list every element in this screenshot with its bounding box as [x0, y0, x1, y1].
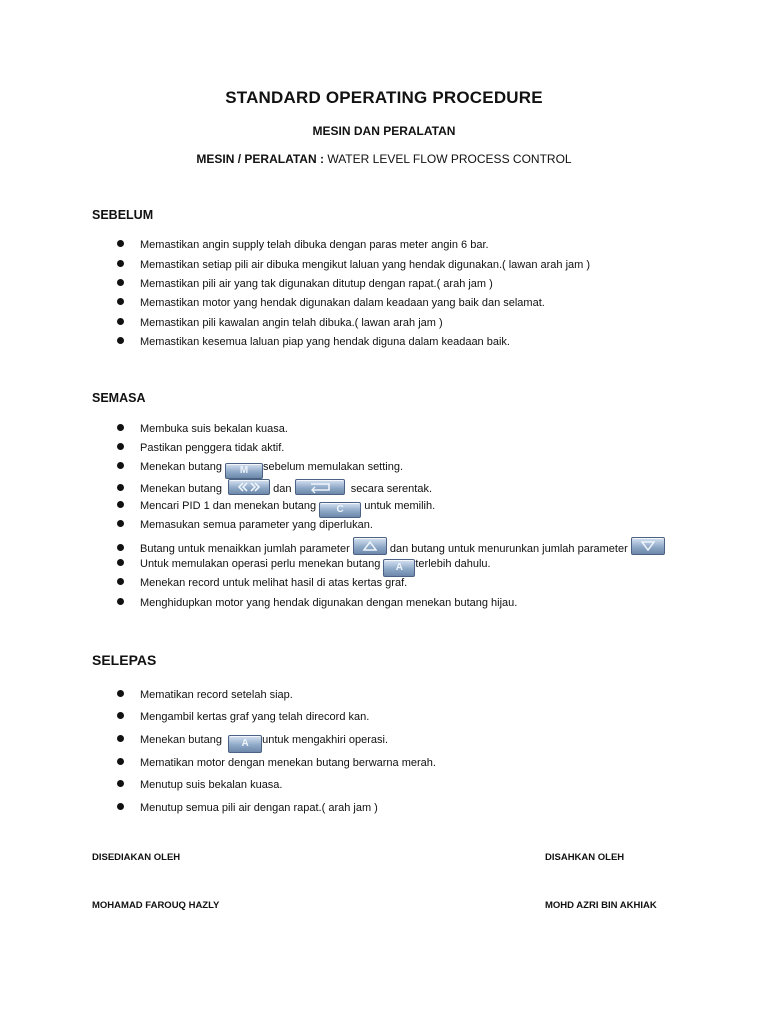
bullet-icon — [117, 712, 124, 719]
list-item: Memastikan kesemua laluan piap yang hendak diguna dalam keadaan baik. — [117, 334, 510, 350]
list-item: Pastikan penggera tidak aktif. — [117, 440, 284, 456]
bullet-icon — [117, 443, 124, 450]
list-item: Menutup suis bekalan kuasa. — [117, 777, 282, 793]
bullet-icon — [117, 240, 124, 247]
bullet-icon — [117, 318, 124, 325]
list-item: Menutup semua pili air dengan rapat.( arah jam ) — [117, 800, 378, 816]
double-arrow-button-icon — [228, 479, 270, 495]
c-button-icon: C — [319, 502, 361, 518]
a-button-icon: A — [383, 559, 415, 577]
list-item: Mencari PID 1 dan menekan butang C untuk memilih. — [117, 498, 435, 514]
bullet-icon — [117, 337, 124, 344]
enter-button-icon — [295, 479, 345, 495]
a-button-icon: A — [228, 735, 262, 753]
page-subtitle: MESIN DAN PERALATAN — [312, 124, 456, 138]
bullet-icon — [117, 462, 124, 469]
machine-value: WATER LEVEL FLOW PROCESS CONTROL — [327, 152, 572, 166]
bullet-icon — [117, 803, 124, 810]
down-arrow-button-icon — [631, 537, 665, 555]
bullet-icon — [117, 735, 124, 742]
section-heading-sebelum: SEBELUM — [92, 208, 154, 222]
bullet-icon — [117, 559, 124, 566]
page-title: STANDARD OPERATING PROCEDURE — [225, 88, 543, 107]
approved-by-label: DISAHKAN OLEH — [545, 852, 625, 863]
machine-line — [0, 152, 768, 166]
list-item: Memastikan motor yang hendak digunakan dalam keadaan yang baik dan selamat. — [117, 295, 545, 311]
list-item: Memastikan angin supply telah dibuka dengan paras meter angin 6 bar. — [117, 237, 489, 253]
up-arrow-button-icon — [353, 537, 387, 555]
list-item: Menghidupkan motor yang hendak digunakan dengan menekan butang hijau. — [117, 595, 517, 611]
list-item: Mematikan motor dengan menekan butang berwarna merah. — [117, 755, 436, 771]
list-item: Menekan butang A untuk mengakhiri operasi. — [117, 732, 388, 748]
prepared-by-name: MOHAMAD FAROUQ HAZLY — [92, 900, 220, 911]
bullet-icon — [117, 501, 124, 508]
machine-label: MESIN / PERALATAN : — [196, 152, 324, 166]
bullet-icon — [117, 544, 124, 551]
list-item: Memastikan pili kawalan angin telah dibuka.( lawan arah jam ) — [117, 315, 443, 331]
bullet-icon — [117, 424, 124, 431]
bullet-icon — [117, 690, 124, 697]
list-item: Memastikan pili air yang tak digunakan ditutup dengan rapat.( arah jam ) — [117, 276, 493, 292]
list-item: Membuka suis bekalan kuasa. — [117, 421, 288, 437]
list-item: Memasukan semua parameter yang diperlukan. — [117, 517, 373, 533]
bullet-icon — [117, 578, 124, 585]
list-item: Mengambil kertas graf yang telah direcord kan. — [117, 709, 369, 725]
bullet-icon — [117, 758, 124, 765]
prepared-by-label: DISEDIAKAN OLEH — [92, 852, 181, 863]
bullet-icon — [117, 520, 124, 527]
section-heading-selepas: SELEPAS — [92, 652, 157, 668]
list-item: Butang untuk menaikkan jumlah parameter dan butang untuk menurunkan jumlah parameter — [117, 537, 665, 553]
bullet-icon — [117, 279, 124, 286]
list-item: Mematikan record setelah siap. — [117, 687, 293, 703]
list-item: Untuk memulakan operasi perlu menekan butang A terlebih dahulu. — [117, 556, 491, 572]
list-item: Menekan butang dan secara serentak. — [117, 479, 432, 495]
approved-by-name: MOHD AZRI BIN AKHIAK — [545, 900, 657, 911]
bullet-icon — [117, 484, 124, 491]
list-item: Memastikan setiap pili air dibuka mengikut laluan yang hendak digunakan.( lawan arah jam ) — [117, 257, 590, 273]
section-heading-semasa: SEMASA — [92, 391, 146, 405]
bullet-icon — [117, 260, 124, 267]
bullet-icon — [117, 598, 124, 605]
bullet-icon — [117, 780, 124, 787]
bullet-icon — [117, 298, 124, 305]
list-item: Menekan record untuk melihat hasil di atas kertas graf. — [117, 575, 407, 591]
list-item: Menekan butang M sebelum memulakan setting. — [117, 459, 403, 475]
m-button-icon: M — [225, 463, 263, 479]
